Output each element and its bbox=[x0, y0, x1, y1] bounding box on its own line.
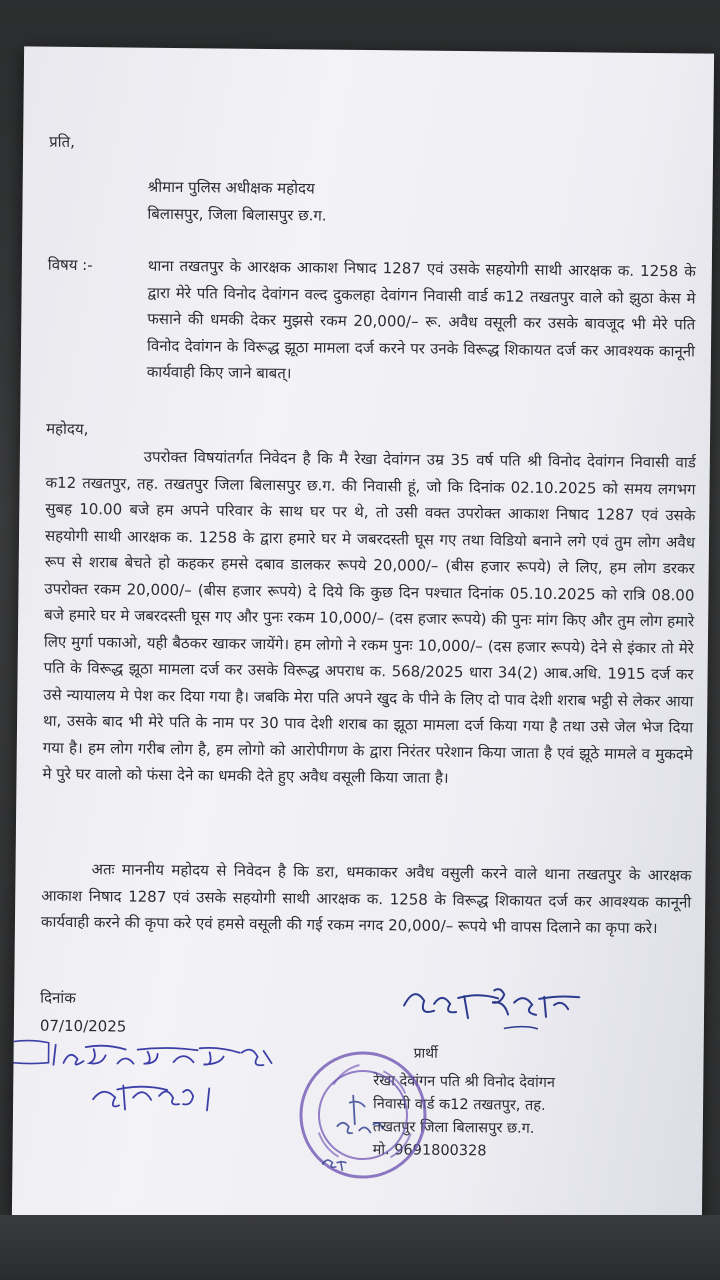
date-label: दिनांक bbox=[40, 988, 76, 1008]
applicant-label: प्रार्थी bbox=[413, 1045, 438, 1062]
background-surface bbox=[0, 1215, 720, 1280]
office-seal-stamp-icon bbox=[292, 1044, 433, 1185]
handwritten-signature-icon bbox=[394, 975, 595, 1032]
body-paragraph-2: अतः माननीय महोदय से निवेदन है कि डरा, धमकाकर अवैध वसुली करने वाले थाना तखतपुर के आरक्षक आकाश निषाद 1287 एवं उसके सहयोगी साथी आरक्षक क. 1258 के विरूद्ध शिकायत दर्ज कर आवश्यक कानूनी कार्यवाही करने की कृपा करे एवं हमसे वसूली की गई रकम नगद 20,000/– रूपये भी वापस दिलाने का कृपा करे। bbox=[40, 860, 692, 938]
handwritten-note-icon bbox=[13, 1036, 314, 1139]
addressee-line-2: बिलासपुर, जिला बिलासपुर छ.ग. bbox=[147, 204, 327, 225]
sender-line-3: तखतपुर जिला बिलासपुर छ.ग. bbox=[372, 1119, 535, 1137]
letter-page bbox=[12, 46, 714, 1223]
addressee-block bbox=[147, 174, 327, 229]
sender-line-4: मो. 9691800328 bbox=[372, 1142, 487, 1160]
subject-text: थाना तखतपुर के आरक्षक आकाश निषाद 1287 एवं उसके सहयोगी साथी आरक्षक क. 1258 के द्वारा मेरे पति विनोद देवांगन वल्द दुकलहा देवांगन निवासी वार्ड क12 तखतपुर वाले को झुठा केस मे फसाने की धमकी देकर मुझसे रकम 20,000/– रू. अवैध वसूली कर उसके बावजूद भी मेरे पति विनोद देवांगन के विरूद्ध झूठा मामला दर्ज करने पर उनके विरूद्ध शिकायत दर्ज कर आवश्यक कानूनी कार्यवाही किए जाने बाबत्। bbox=[146, 256, 696, 383]
addressee-line-1: श्रीमान पुलिस अधीक्षक महोदय bbox=[147, 177, 315, 198]
body-paragraph-1: उपरोक्त विषयांतर्गत निवेदन है कि मै रेखा देवांगन उम्र 35 वर्ष पति श्री विनोद देवांगन निवासी वार्ड क12 तखतपुर, तह. तखतपुर जिला बिलासपुर छ.ग. की निवासी हूं, जो कि दिनांक 02.10.2025 को समय लगभग सुबह 10.00 बजे हम अपने परिवार के साथ घर पर थे, तो उसी वक्त उपरोक्त आकाश निषाद 1287 एवं उसके सहयोगी साथी आरक्षक क. 1258 के द्वारा हमारे घर मे जबरदस्ती घूस गए तथा विडियो बनाने लगे एवं तुम लोग अवैध रूप से शराब बेचते हो कहकर हमसे दबाव डालकर रूपये 20,000/– (बीस हजार रूपये) ले लिए, हम लोग डरकर उपरोक्त रकम 20,000/– (बीस हजार रूपये) दे दिये कि कुछ दिन पश्चात दिनांक 05.10.2025 को रात्रि 08.00 बजे हमारे घर मे जबरदस्ती घूस गए और पुनः रकम 10,000/– (दस हजार रूपये) की पुनः मांग किए और तुम लोग हमारे लिए मुर्गा पकाओ, यही बैठकर खाकर जायेंगे। हम लोगो ने रकम पुनः 10,000/– (दस हजार रूपये) देने से इंकार तो मेरे पति के विरूद्ध झूठा मामला दर्ज कर उसके विरूद्ध अपराध क. 568/2025 धारा 34(2) आब.अधि. 1915 दर्ज कर उसे न्यायालय मे पेश कर दिया गया है। जबकि मेरा पति अपने खुद के पीने के लिए दो पाव देशी शराब भट्ठी से लेकर आया था, उसके बाद भी मेरे पति के नाम पर 30 पाव देशी शराब का झूठा मामला दर्ज किया गया है तथा उसे जेल भेज दिया गया है। हम लोग गरीब लोग है, हम लोगो को आरोपीगण के द्वारा निरंतर परेशान किया जाता है एवं झूठे मामले व मुकदमे मे पुरे घर वालो को फंसा देने का धमकी देते हुए अवैध वसूली किया जाता है। bbox=[42, 447, 696, 787]
sender-line-1: रेखा देवांगन पति श्री विनोद देवांगन bbox=[373, 1073, 556, 1092]
date-value: 07/10/2025 bbox=[39, 1016, 127, 1036]
subject-label: विषय :- bbox=[47, 255, 93, 275]
salutation: प्रति, bbox=[49, 132, 75, 151]
greeting: महोदय, bbox=[46, 419, 89, 439]
sender-line-2: निवासी वार्ड क12 तखतपुर, तह. bbox=[373, 1096, 546, 1114]
